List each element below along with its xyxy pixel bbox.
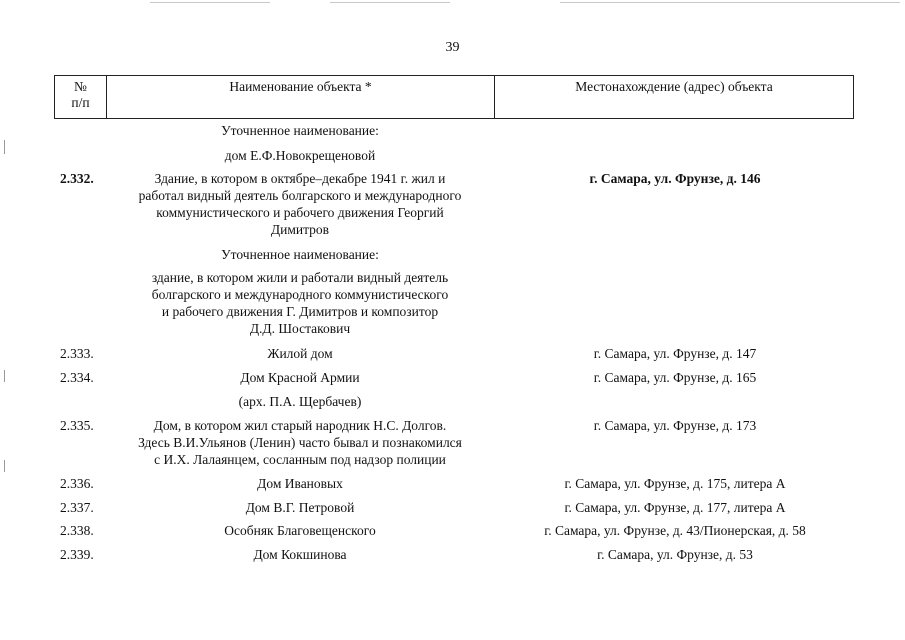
table-header (54, 75, 854, 119)
header-num-abbrev: п/п (71, 95, 90, 110)
entry-number: 2.333. (60, 346, 94, 361)
header-num-symbol: № (74, 79, 87, 94)
header-address-column: Местонахождение (адрес) объекта (575, 79, 773, 94)
entry-name-line: с И.Х. Лалаянцем, сосланным под надзор полиции (154, 452, 446, 467)
entry-name-line: Дом Красной Армии (240, 370, 360, 385)
scan-artifact (330, 2, 450, 3)
entry-address: г. Самара, ул. Фрунзе, д. 177, литера А (564, 500, 786, 515)
entry-number: 2.337. (60, 500, 94, 515)
header-name-column: Наименование объекта * (107, 76, 495, 118)
entry-number: 2.332. (60, 171, 94, 186)
scan-artifact (4, 370, 5, 382)
entry-name-line: работал видный деятель болгарского и международного (138, 188, 462, 203)
scan-artifact (560, 2, 900, 3)
scan-artifact (4, 140, 5, 154)
entry-name-line: Здание, в котором в октябре–декабре 1941 г. жил и (154, 171, 446, 186)
entry-number: 2.336. (60, 476, 94, 491)
entry-name-line: Дом В.Г. Петровой (245, 500, 355, 515)
entry-name-line: Здесь В.И.Ульянов (Ленин) часто бывал и познакомился (138, 435, 462, 450)
entry-number: 2.334. (60, 370, 94, 385)
entry-number: 2.339. (60, 547, 94, 562)
refined-name-line: здание, в котором жили и работали видный деятель (151, 270, 449, 285)
entry-address: г. Самара, ул. Фрунзе, д. 43/Пионерская, д. 58 (544, 523, 806, 538)
refined-name-label: Уточненное наименование: (221, 123, 379, 138)
scan-artifact (150, 2, 270, 3)
refined-name-value: дом Е.Ф.Новокрещеновой (224, 148, 376, 163)
entry-name-line: коммунистического и рабочего движения Георгий (156, 205, 444, 220)
entry-name-line: (арх. П.А. Щербачев) (238, 394, 362, 409)
scan-artifact (4, 460, 5, 472)
entry-name-line: Особняк Благовещенского (224, 523, 376, 538)
entry-number: 2.338. (60, 523, 94, 538)
entry-address: г. Самара, ул. Фрунзе, д. 173 (593, 418, 757, 433)
entry-name-line: Дом, в котором жил старый народник Н.С. Долгов. (153, 418, 447, 433)
refined-name-line: Д.Д. Шостакович (249, 321, 351, 336)
refined-name-line: и рабочего движения Г. Димитров и композитор (161, 304, 439, 319)
entry-name-line: Жилой дом (267, 346, 333, 361)
entry-address: г. Самара, ул. Фрунзе, д. 165 (593, 370, 757, 385)
refined-name-label: Уточненное наименование: (221, 247, 379, 262)
entry-name-line: Димитров (270, 222, 330, 237)
refined-name-line: болгарского и международного коммунистического (151, 287, 449, 302)
entry-address: г. Самара, ул. Фрунзе, д. 175, литера А (564, 476, 786, 491)
entry-name-line: Дом Кокшинова (253, 547, 347, 562)
entry-number: 2.335. (60, 418, 94, 433)
entry-name-line: Дом Ивановых (257, 476, 343, 491)
entry-address: г. Самара, ул. Фрунзе, д. 147 (593, 346, 757, 361)
entry-address: г. Самара, ул. Фрунзе, д. 53 (597, 547, 753, 562)
header-num-column (55, 76, 107, 118)
entry-address: г. Самара, ул. Фрунзе, д. 146 (589, 171, 761, 186)
page-number: 39 (445, 40, 460, 55)
